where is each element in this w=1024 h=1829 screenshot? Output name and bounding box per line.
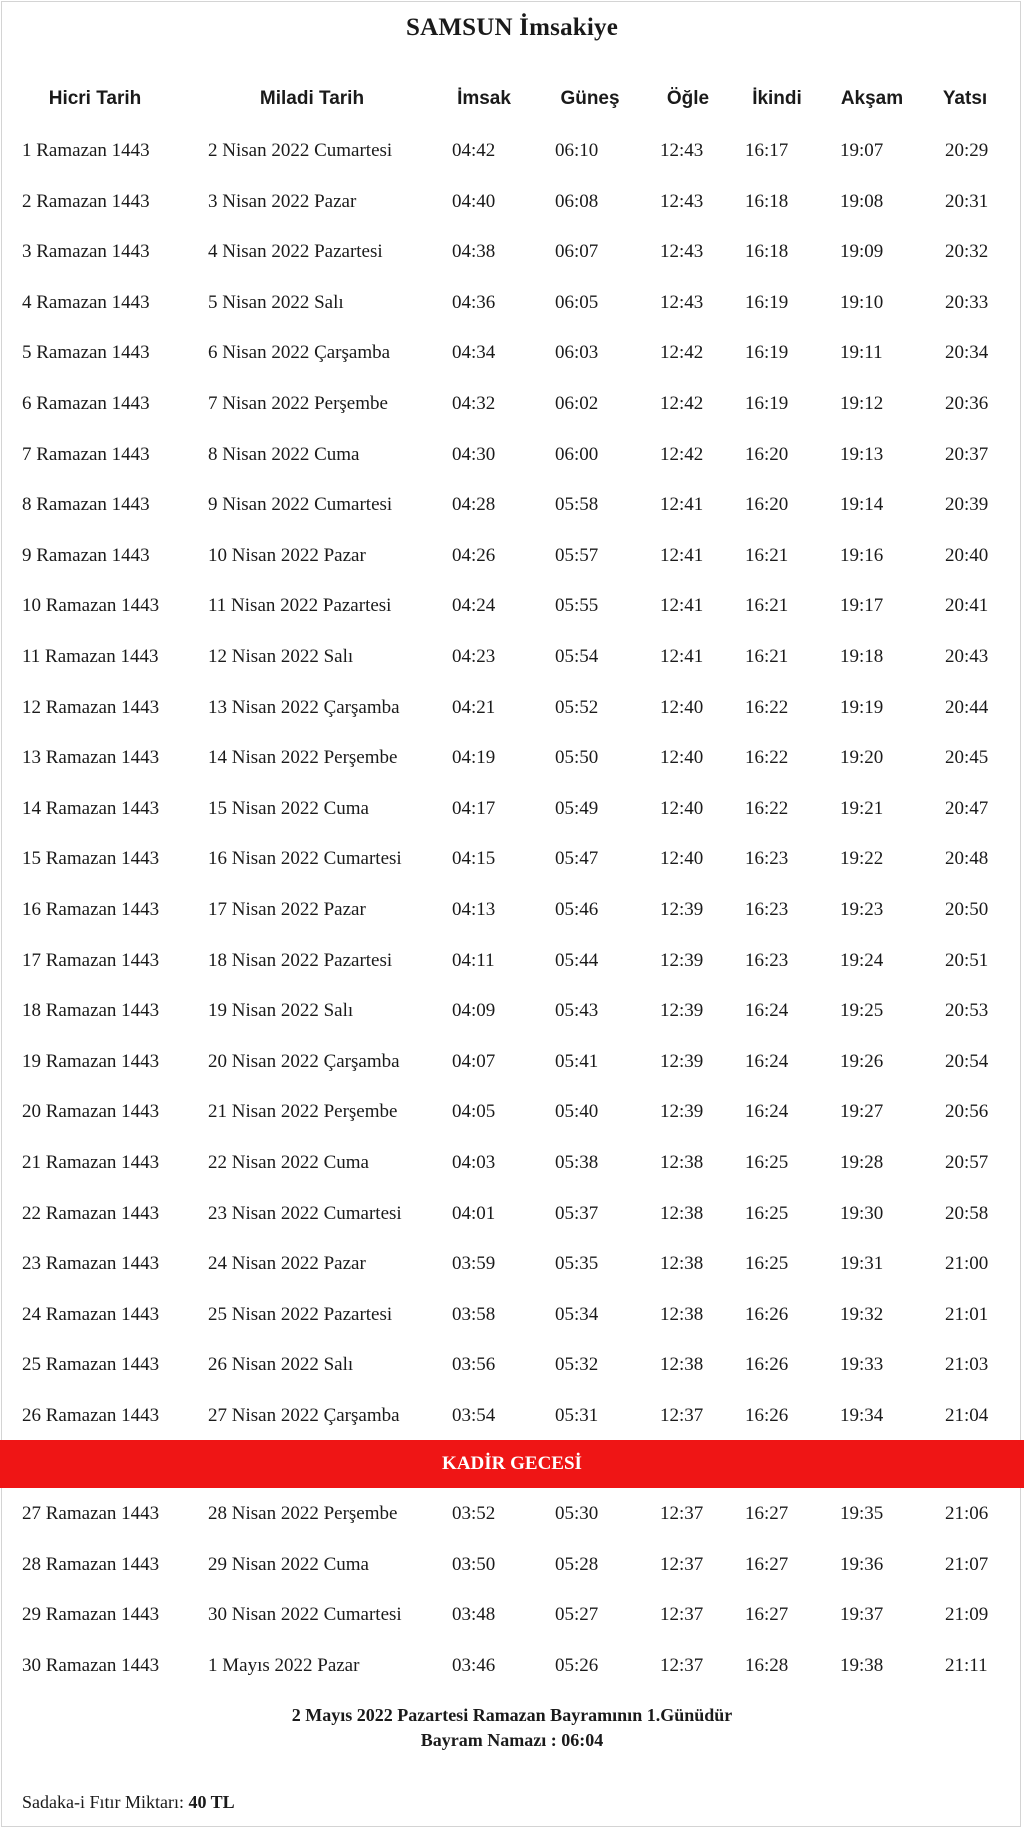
table-cell-aksam: 19:16 (840, 544, 884, 566)
table-cell-ikindi: 16:28 (745, 1654, 789, 1676)
table-row (0, 899, 1024, 929)
table-row (0, 444, 1024, 474)
table-cell-aksam: 19:24 (840, 949, 884, 971)
table-cell-ikindi: 16:19 (745, 342, 789, 364)
table-cell-gunes: 05:49 (555, 797, 599, 819)
table-cell-hicri: 27 Ramazan 1443 (22, 1503, 160, 1524)
table-cell-gunes: 05:46 (555, 899, 599, 920)
table-cell-gunes: 06:03 (555, 342, 599, 364)
table-cell-ikindi: 16:25 (745, 1202, 789, 1224)
table-cell-aksam: 19:21 (840, 797, 884, 819)
table-row (0, 1354, 1024, 1384)
table-cell-yatsi: 20:32 (945, 241, 989, 263)
table-cell-ogle: 12:38 (660, 1152, 704, 1173)
table-row (0, 848, 1024, 878)
table-cell-imsak: 04:40 (452, 190, 496, 212)
table-cell-aksam: 19:37 (840, 1604, 884, 1626)
table-cell-ikindi: 16:27 (745, 1553, 789, 1575)
table-cell-ikindi: 16:26 (745, 1354, 789, 1376)
table-cell-ikindi: 16:24 (745, 1101, 789, 1123)
table-cell-aksam: 19:25 (840, 1000, 884, 1022)
table-cell-ikindi: 16:25 (745, 1253, 789, 1275)
table-cell-imsak: 04:23 (452, 646, 496, 667)
table-cell-imsak: 04:09 (452, 1000, 496, 1022)
table-cell-aksam: 19:12 (840, 393, 884, 414)
table-cell-yatsi: 20:58 (945, 1202, 989, 1224)
table-cell-gunes: 05:28 (555, 1553, 599, 1575)
table-cell-aksam: 19:13 (840, 443, 884, 465)
table-cell-imsak: 03:48 (452, 1604, 496, 1626)
table-cell-ogle: 12:41 (660, 595, 704, 617)
table-cell-miladi: 23 Nisan 2022 Cumartesi (208, 1202, 402, 1224)
table-cell-gunes: 05:31 (555, 1405, 599, 1426)
table-cell-imsak: 04:34 (452, 342, 496, 364)
table-row (0, 1152, 1024, 1182)
table-cell-imsak: 04:19 (452, 747, 496, 769)
fitre-label: Sadaka-i Fıtır Miktarı: (22, 1792, 184, 1812)
table-cell-miladi: 25 Nisan 2022 Pazartesi (208, 1303, 393, 1325)
table-row (0, 1405, 1024, 1435)
table-cell-ogle: 12:41 (660, 494, 704, 516)
table-cell-hicri: 4 Ramazan 1443 (22, 291, 150, 313)
table-cell-yatsi: 20:34 (945, 342, 989, 364)
table-cell-miladi: 9 Nisan 2022 Cumartesi (208, 494, 393, 516)
table-cell-ikindi: 16:21 (745, 544, 789, 566)
table-cell-imsak: 03:54 (452, 1405, 496, 1426)
table-cell-imsak: 04:07 (452, 1050, 496, 1072)
table-cell-imsak: 04:30 (452, 443, 496, 465)
table-cell-yatsi: 20:31 (945, 190, 989, 212)
table-cell-yatsi: 20:43 (945, 646, 989, 667)
table-cell-aksam: 19:33 (840, 1354, 884, 1376)
table-cell-hicri: 17 Ramazan 1443 (22, 949, 160, 971)
table-cell-ikindi: 16:23 (745, 899, 789, 920)
table-cell-ikindi: 16:24 (745, 1000, 789, 1022)
table-cell-hicri: 2 Ramazan 1443 (22, 190, 150, 212)
table-cell-imsak: 04:28 (452, 494, 496, 516)
table-cell-ogle: 12:37 (660, 1503, 704, 1524)
table-cell-miladi: 15 Nisan 2022 Cuma (208, 797, 369, 819)
table-cell-yatsi: 20:54 (945, 1050, 989, 1072)
table-cell-hicri: 6 Ramazan 1443 (22, 393, 150, 414)
table-cell-miladi: 3 Nisan 2022 Pazar (208, 190, 357, 212)
table-cell-yatsi: 20:56 (945, 1101, 989, 1123)
bayram-namazi-note: Bayram Namazı : 06:04 (420, 1730, 604, 1750)
fitre-value: 40 TL (188, 1792, 235, 1812)
table-cell-ogle: 12:39 (660, 1101, 704, 1123)
table-cell-imsak: 03:50 (452, 1553, 496, 1575)
table-cell-hicri: 11 Ramazan 1443 (22, 646, 159, 667)
table-cell-yatsi: 20:44 (945, 696, 989, 718)
table-cell-ogle: 12:37 (660, 1553, 704, 1575)
bayram-note: 2 Mayıs 2022 Pazartesi Ramazan Bayramının 1.Günüdür (291, 1705, 733, 1725)
table-cell-yatsi: 20:45 (945, 747, 989, 769)
table-cell-ikindi: 16:19 (745, 393, 789, 414)
table-cell-aksam: 19:19 (840, 696, 884, 718)
table-cell-imsak: 04:38 (452, 241, 496, 263)
table-row (0, 1304, 1024, 1334)
table-cell-imsak: 04:26 (452, 544, 496, 566)
table-cell-hicri: 19 Ramazan 1443 (22, 1050, 160, 1072)
table-cell-ikindi: 16:18 (745, 241, 789, 263)
table-cell-gunes: 05:52 (555, 696, 599, 718)
table-cell-miladi: 27 Nisan 2022 Çarşamba (208, 1405, 400, 1426)
table-cell-imsak: 04:01 (452, 1202, 496, 1224)
table-cell-aksam: 19:26 (840, 1050, 884, 1072)
table-cell-yatsi: 20:53 (945, 1000, 989, 1022)
table-cell-yatsi: 21:09 (945, 1604, 989, 1626)
table-cell-ogle: 12:39 (660, 949, 704, 971)
table-cell-ikindi: 16:23 (745, 949, 789, 971)
table-cell-ogle: 12:43 (660, 241, 704, 263)
table-cell-miladi: 10 Nisan 2022 Pazar (208, 544, 366, 566)
table-cell-gunes: 06:05 (555, 291, 599, 313)
table-header (0, 88, 1024, 118)
table-cell-miladi: 1 Mayıs 2022 Pazar (208, 1654, 360, 1676)
table-cell-ikindi: 16:19 (745, 291, 789, 313)
table-cell-miladi: 2 Nisan 2022 Cumartesi (208, 140, 393, 161)
table-cell-gunes: 05:27 (555, 1604, 599, 1626)
table-cell-ogle: 12:39 (660, 1000, 704, 1022)
table-cell-ikindi: 16:23 (745, 848, 789, 870)
table-row (0, 595, 1024, 625)
table-cell-gunes: 05:43 (555, 1000, 599, 1022)
table-cell-miladi: 21 Nisan 2022 Perşembe (208, 1101, 398, 1123)
table-cell-miladi: 19 Nisan 2022 Salı (208, 1000, 354, 1022)
header-hicri: Hicri Tarih (48, 88, 142, 109)
page-title: SAMSUN İmsakiye (405, 14, 619, 41)
table-cell-yatsi: 20:39 (945, 494, 989, 516)
table-cell-hicri: 15 Ramazan 1443 (22, 848, 160, 870)
table-cell-ikindi: 16:18 (745, 190, 789, 212)
table-row (0, 646, 1024, 676)
table-cell-aksam: 19:27 (840, 1101, 884, 1123)
table-cell-yatsi: 20:41 (945, 595, 989, 617)
header-gunes: Güneş (560, 88, 620, 109)
table-cell-gunes: 05:47 (555, 848, 599, 870)
table-cell-ikindi: 16:20 (745, 494, 789, 516)
table-cell-ogle: 12:41 (660, 646, 704, 667)
table-cell-aksam: 19:30 (840, 1202, 884, 1224)
table-cell-yatsi: 20:48 (945, 848, 989, 870)
table-cell-miladi: 22 Nisan 2022 Cuma (208, 1152, 369, 1173)
table-cell-miladi: 8 Nisan 2022 Cuma (208, 443, 360, 465)
table-cell-hicri: 28 Ramazan 1443 (22, 1553, 160, 1575)
table-cell-gunes: 06:00 (555, 443, 599, 465)
table-cell-aksam: 19:22 (840, 848, 884, 870)
table-cell-hicri: 14 Ramazan 1443 (22, 797, 160, 819)
table-cell-aksam: 19:32 (840, 1303, 884, 1325)
table-cell-ikindi: 16:21 (745, 646, 789, 667)
table-row (0, 1203, 1024, 1233)
table-cell-hicri: 7 Ramazan 1443 (22, 443, 150, 465)
table-cell-ikindi: 16:22 (745, 797, 789, 819)
table-cell-hicri: 1 Ramazan 1443 (22, 140, 150, 161)
table-cell-ogle: 12:39 (660, 1050, 704, 1072)
table-cell-ogle: 12:42 (660, 443, 704, 465)
table-row (0, 191, 1024, 221)
table-row (0, 798, 1024, 828)
table-cell-ogle: 12:43 (660, 291, 704, 313)
table-cell-yatsi: 20:36 (945, 393, 989, 414)
table-row (0, 950, 1024, 980)
table-cell-imsak: 03:56 (452, 1354, 496, 1376)
table-cell-ikindi: 16:22 (745, 696, 789, 718)
table-cell-miladi: 28 Nisan 2022 Perşembe (208, 1503, 398, 1524)
table-cell-aksam: 19:10 (840, 291, 884, 313)
table-cell-gunes: 05:50 (555, 747, 599, 769)
table-cell-ogle: 12:40 (660, 696, 704, 718)
table-cell-yatsi: 21:01 (945, 1303, 989, 1325)
table-row (0, 747, 1024, 777)
table-cell-gunes: 06:02 (555, 393, 599, 414)
table-cell-gunes: 05:38 (555, 1152, 599, 1173)
table-cell-aksam: 19:20 (840, 747, 884, 769)
table-cell-gunes: 05:58 (555, 494, 599, 516)
table-cell-imsak: 04:03 (452, 1152, 496, 1173)
table-cell-ogle: 12:37 (660, 1604, 704, 1626)
table-cell-ogle: 12:37 (660, 1405, 704, 1426)
table-cell-imsak: 03:59 (452, 1253, 496, 1275)
table-cell-ogle: 12:40 (660, 797, 704, 819)
table-cell-yatsi: 20:47 (945, 797, 989, 819)
table-cell-yatsi: 20:33 (945, 291, 989, 313)
table-cell-ogle: 12:40 (660, 747, 704, 769)
table-row (0, 1604, 1024, 1634)
table-cell-imsak: 04:05 (452, 1101, 496, 1123)
table-cell-yatsi: 20:29 (945, 140, 989, 161)
table-cell-imsak: 04:36 (452, 291, 496, 313)
table-cell-gunes: 05:44 (555, 949, 599, 971)
table-cell-ikindi: 16:26 (745, 1303, 789, 1325)
table-cell-ogle: 12:40 (660, 848, 704, 870)
table-cell-aksam: 19:18 (840, 646, 884, 667)
table-row (0, 494, 1024, 524)
table-cell-gunes: 05:35 (555, 1253, 599, 1275)
header-ikindi: İkindi (752, 88, 802, 109)
table-cell-aksam: 19:08 (840, 190, 884, 212)
table-cell-gunes: 05:55 (555, 595, 599, 617)
table-cell-aksam: 19:35 (840, 1503, 884, 1524)
table-cell-miladi: 16 Nisan 2022 Cumartesi (208, 848, 402, 870)
table-cell-ogle: 12:38 (660, 1253, 704, 1275)
table-cell-miladi: 30 Nisan 2022 Cumartesi (208, 1604, 402, 1626)
table-cell-ikindi: 16:25 (745, 1152, 789, 1173)
table-cell-imsak: 04:15 (452, 848, 496, 870)
table-row (0, 1000, 1024, 1030)
table-row (0, 1253, 1024, 1283)
table-cell-aksam: 19:28 (840, 1152, 884, 1173)
table-cell-hicri: 13 Ramazan 1443 (22, 747, 160, 769)
table-cell-ogle: 12:38 (660, 1354, 704, 1376)
table-cell-gunes: 05:57 (555, 544, 599, 566)
table-cell-ogle: 12:42 (660, 393, 704, 414)
table-cell-gunes: 05:34 (555, 1303, 599, 1325)
table-cell-yatsi: 20:50 (945, 899, 989, 920)
header-aksam: Akşam (840, 88, 904, 109)
kadir-gecesi-banner: KADİR GECESİ (0, 1440, 1024, 1488)
table-cell-aksam: 19:17 (840, 595, 884, 617)
table-cell-yatsi: 21:00 (945, 1253, 989, 1275)
table-cell-hicri: 23 Ramazan 1443 (22, 1253, 160, 1275)
table-cell-yatsi: 21:04 (945, 1405, 989, 1426)
table-cell-yatsi: 20:37 (945, 443, 989, 465)
table-cell-miladi: 4 Nisan 2022 Pazartesi (208, 241, 383, 263)
table-cell-ikindi: 16:26 (745, 1405, 789, 1426)
table-row (0, 140, 1024, 170)
table-cell-gunes: 05:40 (555, 1101, 599, 1123)
table-cell-gunes: 05:30 (555, 1503, 599, 1524)
table-cell-ogle: 12:39 (660, 899, 704, 920)
table-cell-hicri: 8 Ramazan 1443 (22, 494, 150, 516)
table-cell-imsak: 03:46 (452, 1654, 496, 1676)
table-cell-hicri: 18 Ramazan 1443 (22, 1000, 160, 1022)
table-row (0, 1051, 1024, 1081)
table-cell-ikindi: 16:21 (745, 595, 789, 617)
table-cell-ikindi: 16:20 (745, 443, 789, 465)
table-row (0, 292, 1024, 322)
table-cell-miladi: 26 Nisan 2022 Salı (208, 1354, 354, 1376)
table-cell-ogle: 12:42 (660, 342, 704, 364)
table-cell-imsak: 04:21 (452, 696, 496, 718)
table-cell-imsak: 03:58 (452, 1303, 496, 1325)
table-cell-imsak: 04:13 (452, 899, 496, 920)
table-cell-aksam: 19:34 (840, 1405, 884, 1426)
table-cell-hicri: 20 Ramazan 1443 (22, 1101, 160, 1123)
table-cell-ikindi: 16:27 (745, 1604, 789, 1626)
table-cell-miladi: 7 Nisan 2022 Perşembe (208, 393, 388, 414)
table-cell-aksam: 19:11 (840, 342, 883, 364)
table-cell-hicri: 26 Ramazan 1443 (22, 1405, 160, 1426)
table-cell-hicri: 12 Ramazan 1443 (22, 696, 160, 718)
table-cell-miladi: 11 Nisan 2022 Pazartesi (208, 595, 392, 617)
table-cell-miladi: 24 Nisan 2022 Pazar (208, 1253, 366, 1275)
table-cell-aksam: 19:36 (840, 1553, 884, 1575)
table-cell-gunes: 06:07 (555, 241, 599, 263)
table-row (0, 697, 1024, 727)
table-cell-yatsi: 21:06 (945, 1503, 989, 1524)
table-cell-miladi: 17 Nisan 2022 Pazar (208, 899, 366, 920)
table-cell-hicri: 30 Ramazan 1443 (22, 1654, 160, 1676)
table-cell-gunes: 06:10 (555, 140, 599, 161)
table-row (0, 241, 1024, 271)
table-cell-ogle: 12:38 (660, 1202, 704, 1224)
header-ogle: Öğle (666, 88, 710, 109)
table-cell-imsak: 04:42 (452, 140, 496, 161)
table-cell-hicri: 16 Ramazan 1443 (22, 899, 160, 920)
table-cell-aksam: 19:38 (840, 1654, 884, 1676)
table-row (0, 545, 1024, 575)
table-cell-gunes: 05:32 (555, 1354, 599, 1376)
table-cell-hicri: 10 Ramazan 1443 (22, 595, 160, 617)
table-cell-hicri: 9 Ramazan 1443 (22, 544, 150, 566)
table-cell-yatsi: 20:40 (945, 544, 989, 566)
table-cell-ikindi: 16:27 (745, 1503, 789, 1524)
table-cell-miladi: 29 Nisan 2022 Cuma (208, 1553, 369, 1575)
fitre-note (22, 1792, 235, 1813)
table-row (0, 1503, 1024, 1533)
table-cell-imsak: 04:24 (452, 595, 496, 617)
table-cell-gunes: 05:54 (555, 646, 599, 667)
table-cell-miladi: 13 Nisan 2022 Çarşamba (208, 696, 400, 718)
table-cell-gunes: 05:41 (555, 1050, 599, 1072)
table-cell-aksam: 19:09 (840, 241, 884, 263)
table-cell-yatsi: 21:03 (945, 1354, 989, 1376)
table-cell-miladi: 12 Nisan 2022 Salı (208, 646, 354, 667)
table-cell-ikindi: 16:17 (745, 140, 789, 161)
table-cell-hicri: 21 Ramazan 1443 (22, 1152, 160, 1173)
table-cell-hicri: 3 Ramazan 1443 (22, 241, 150, 263)
table-cell-hicri: 24 Ramazan 1443 (22, 1303, 160, 1325)
table-cell-ogle: 12:38 (660, 1303, 704, 1325)
table-cell-gunes: 06:08 (555, 190, 599, 212)
table-cell-imsak: 04:11 (452, 949, 495, 971)
table-row (0, 1101, 1024, 1131)
table-cell-yatsi: 20:57 (945, 1152, 989, 1173)
table-cell-miladi: 18 Nisan 2022 Pazartesi (208, 949, 393, 971)
table-cell-ogle: 12:43 (660, 190, 704, 212)
table-cell-ogle: 12:43 (660, 140, 704, 161)
table-row (0, 342, 1024, 372)
table-cell-miladi: 6 Nisan 2022 Çarşamba (208, 342, 391, 364)
table-cell-hicri: 5 Ramazan 1443 (22, 342, 150, 364)
table-cell-imsak: 04:32 (452, 393, 496, 414)
table-cell-ikindi: 16:22 (745, 747, 789, 769)
table-cell-aksam: 19:07 (840, 140, 884, 161)
table-cell-hicri: 25 Ramazan 1443 (22, 1354, 160, 1376)
table-cell-gunes: 05:37 (555, 1202, 599, 1224)
table-cell-aksam: 19:14 (840, 494, 884, 516)
table-cell-hicri: 29 Ramazan 1443 (22, 1604, 160, 1626)
table-cell-imsak: 04:17 (452, 797, 496, 819)
header-yatsi: Yatsı (942, 88, 988, 109)
table-cell-yatsi: 21:07 (945, 1553, 989, 1575)
table-cell-imsak: 03:52 (452, 1503, 496, 1524)
table-cell-miladi: 20 Nisan 2022 Çarşamba (208, 1050, 400, 1072)
header-miladi: Miladi Tarih (259, 88, 365, 109)
table-cell-ogle: 12:37 (660, 1654, 704, 1676)
table-cell-yatsi: 20:51 (945, 949, 989, 971)
table-cell-hicri: 22 Ramazan 1443 (22, 1202, 160, 1224)
table-cell-aksam: 19:23 (840, 899, 884, 920)
table-cell-aksam: 19:31 (840, 1253, 884, 1275)
table-row (0, 393, 1024, 423)
table-cell-miladi: 14 Nisan 2022 Perşembe (208, 747, 398, 769)
table-cell-miladi: 5 Nisan 2022 Salı (208, 291, 344, 313)
table-cell-yatsi: 21:11 (945, 1654, 988, 1676)
header-imsak: İmsak (457, 88, 511, 109)
table-row (0, 1655, 1024, 1685)
table-cell-ikindi: 16:24 (745, 1050, 789, 1072)
table-row (0, 1554, 1024, 1584)
table-cell-ogle: 12:41 (660, 544, 704, 566)
table-cell-gunes: 05:26 (555, 1654, 599, 1676)
